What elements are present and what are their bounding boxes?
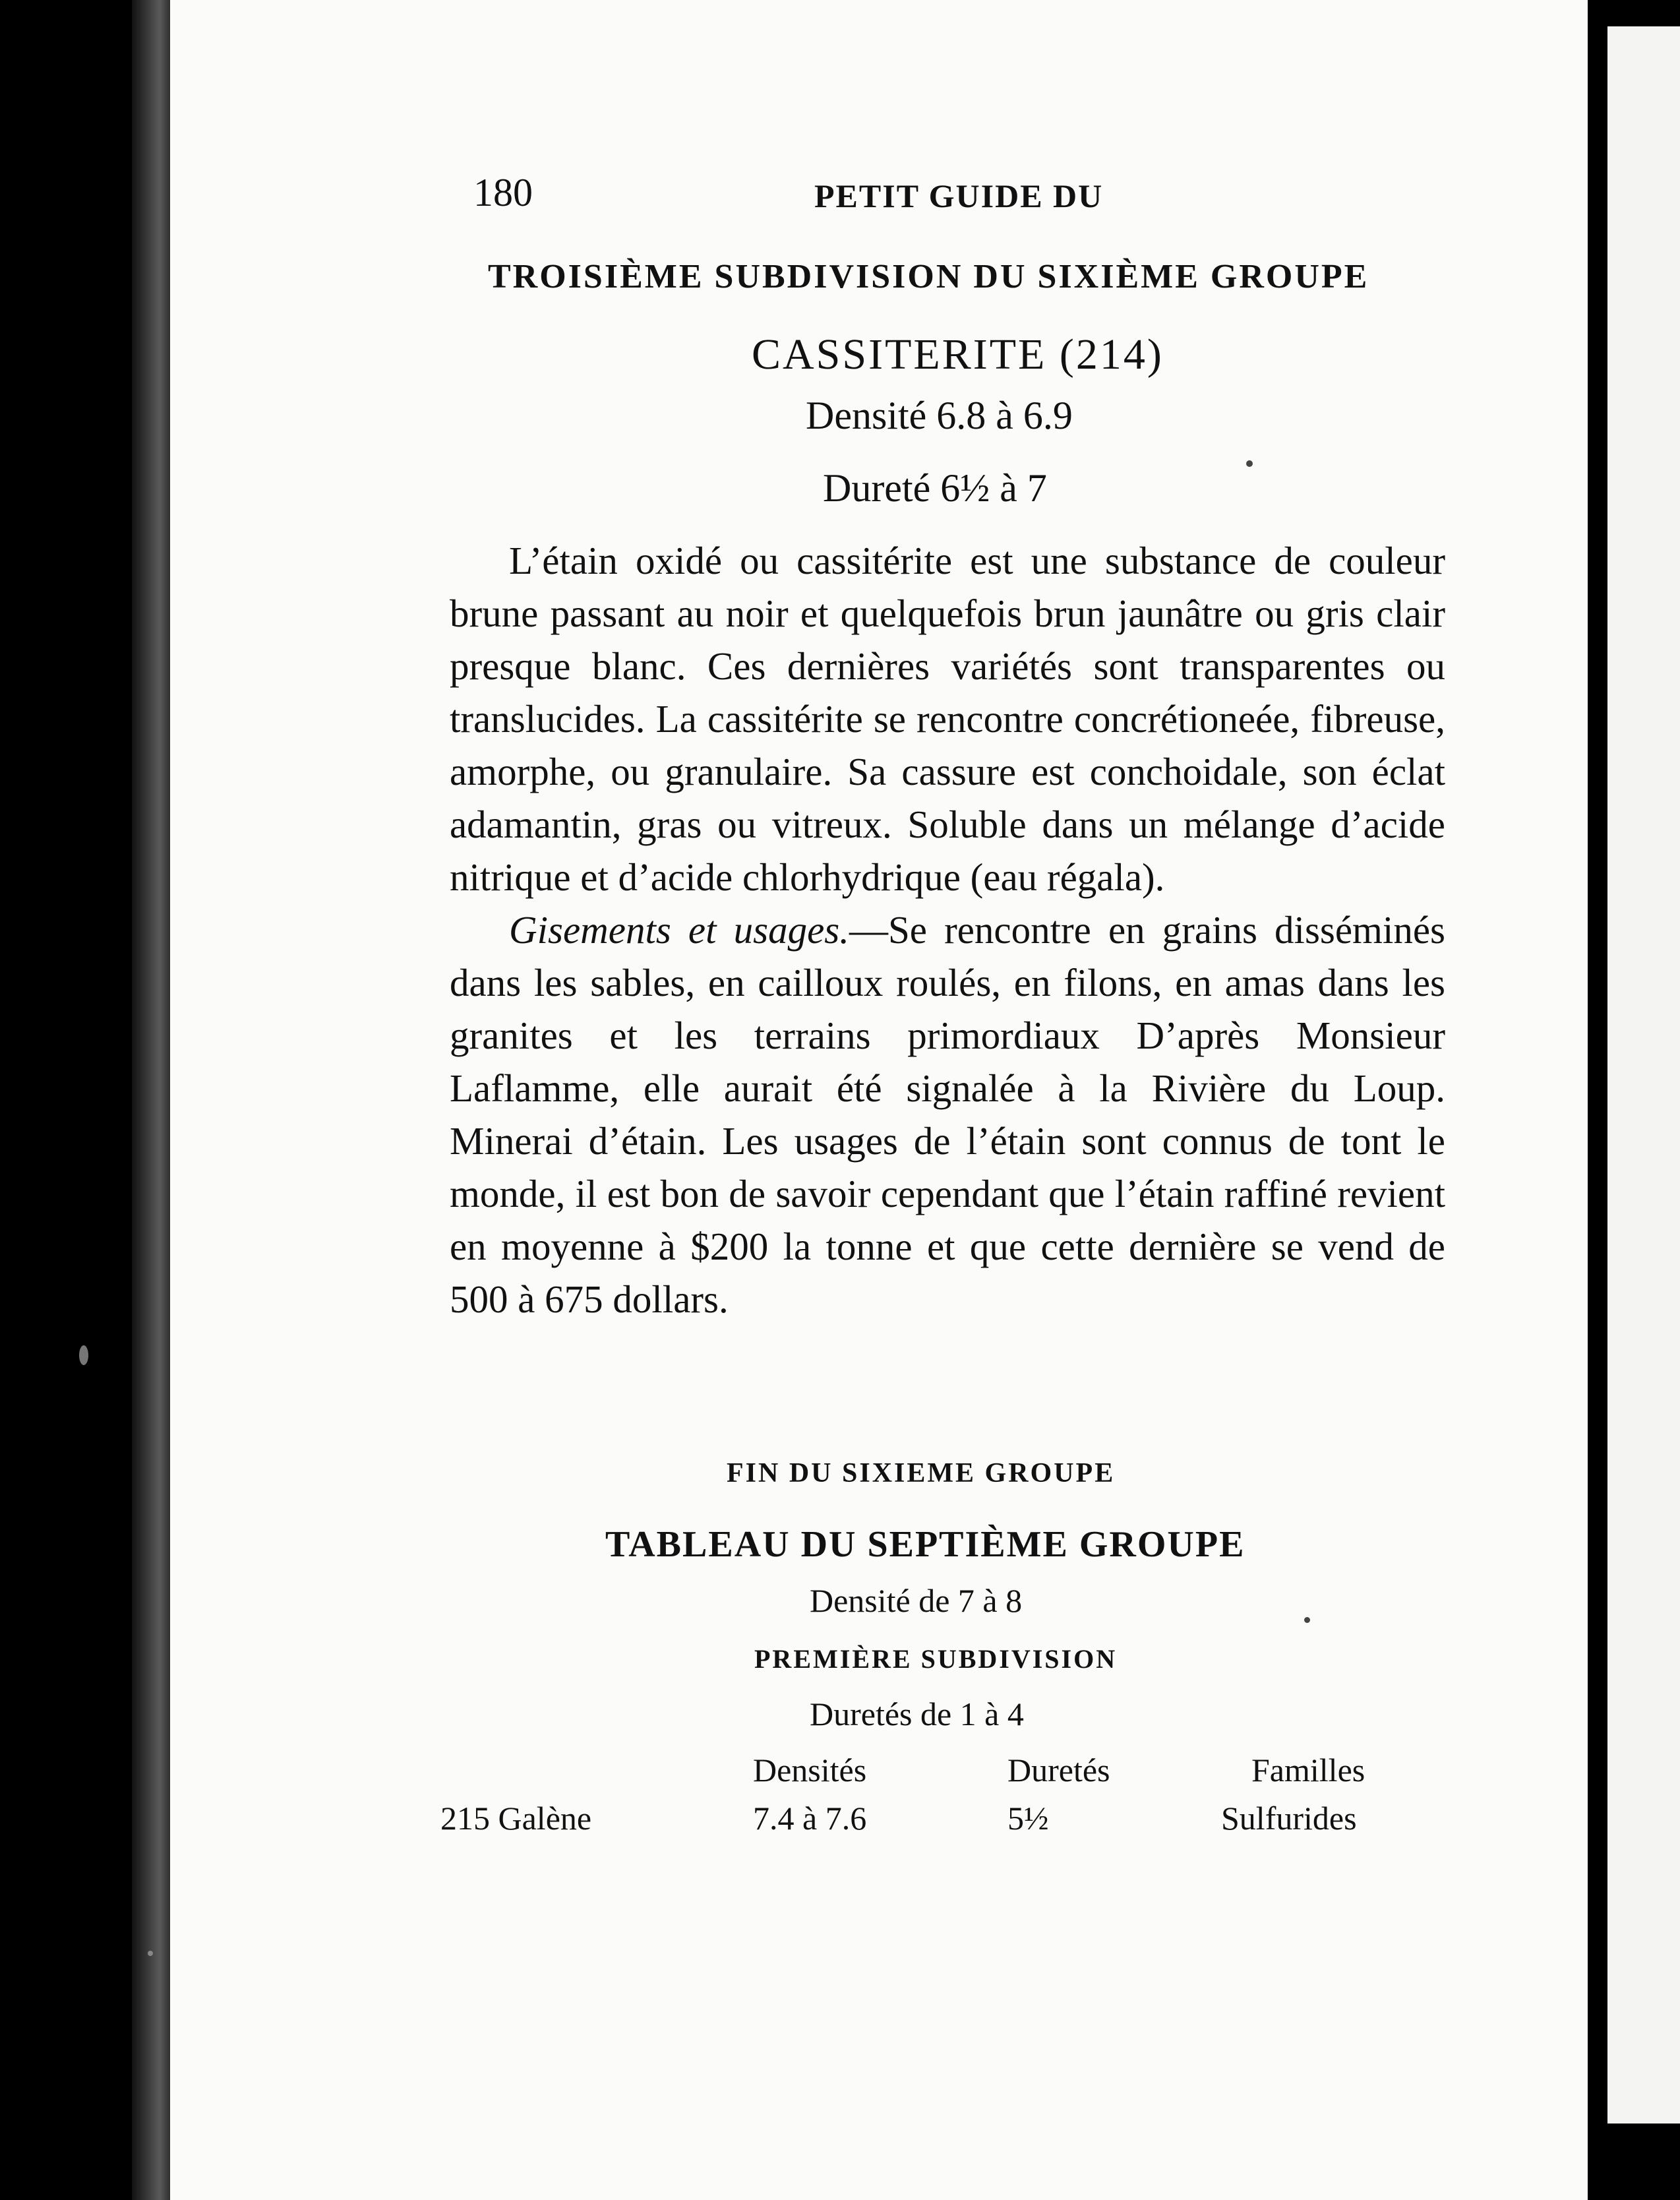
paragraph-lead: Gisements et usages.: [509, 908, 849, 952]
mineral-title: CASSITERITE (214): [752, 330, 1164, 379]
running-title: PETIT GUIDE DU: [814, 177, 1104, 214]
print-speck: [1304, 1617, 1310, 1623]
table-hardness: Duretés de 1 à 4: [810, 1696, 1024, 1732]
mineral-hardness: Dureté 6½ à 7: [823, 466, 1047, 510]
column-header-densites: Densités: [753, 1752, 867, 1788]
paragraph-deposits: [450, 903, 1445, 1326]
column-header-familles: Familles: [1251, 1752, 1365, 1788]
table-title: TABLEAU DU SEPTIÈME GROUPE: [605, 1524, 1245, 1565]
mineral-density: Densité 6.8 à 6.9: [806, 394, 1073, 437]
table-subdivision: PREMIÈRE SUBDIVISION: [754, 1644, 1118, 1674]
print-speck: [79, 1345, 88, 1365]
print-speck: [148, 1951, 153, 1956]
book-spine: [132, 0, 171, 2200]
subdivision-title: TROISIÈME SUBDIVISION DU SIXIÈME GROUPE: [488, 258, 1369, 295]
print-speck: [1246, 460, 1253, 467]
body-text: [450, 534, 1445, 1326]
column-header-duretes: Duretés: [1007, 1752, 1110, 1788]
paragraph-description: L’étain oxidé ou cassitérite est une substance de couleur brune passant au noir et quelquefois brun jaunâtre ou gris clair presque blanc. Ces dernières variétés sont transparentes ou translucides. La cassitérite se rencontre concrétioneée, fibreuse, amorphe, ou granulaire. Sa cassure est conchoidale, son éclat adamantin, gras ou vitreux. Soluble dans un mélange d’acide nitrique et d’acide chlorhydrique (eau régala).: [450, 539, 1445, 899]
table-density: Densité de 7 à 8: [810, 1582, 1023, 1619]
table-row-mineral: 215 Galène: [440, 1800, 592, 1837]
page-number: 180: [473, 171, 533, 214]
paragraph-deposits-text: —Se rencontre en grains disséminés dans les sables, en cailloux roulés, en filons, en amas dans les granites et les terrains primordiaux D’après Monsieur Laflamme, elle aurait été signalée à la Rivière du Loup. Minerai d’étain. Les usages de l’étain sont connus de tont le monde, il est bon de savoir cependant que l’étain raffiné revient en moyenne à $200 la tonne et que cette dernière se vend de 500 à 675 dollars.: [450, 908, 1445, 1321]
table-row-density: 7.4 à 7.6: [753, 1800, 867, 1837]
table-row-family: Sulfurides: [1221, 1800, 1357, 1837]
table-row-hardness: 5½: [1007, 1800, 1049, 1837]
page-gutter: [1588, 0, 1607, 2200]
facing-page-edge: [1607, 26, 1680, 2124]
end-note: FIN DU SIXIEME GROUPE: [727, 1458, 1116, 1488]
